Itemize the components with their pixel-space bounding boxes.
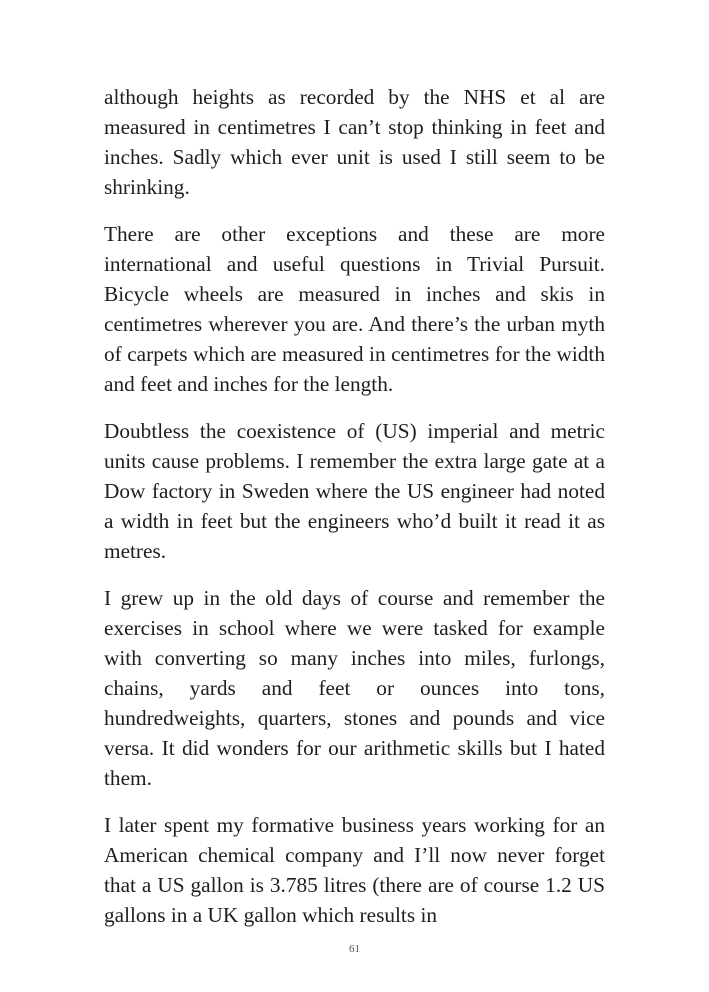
page-number: 61 <box>349 943 360 955</box>
paragraph: I grew up in the old days of course and remember the exercises in school where we were tasked for example with converting so many inches into miles, furlongs, chains, yards and feet or ounces into tons, hundredweights, quarters, stones and pounds and vice versa. It did wonders for our arithmetic skills but I hated them. <box>104 586 605 790</box>
paragraph: I later spent my formative business years working for an American chemical company and I’ll now never forget that a US gallon is 3.785 litres (there are of course 1.2 US gallons in a UK gallon which results in <box>104 813 605 927</box>
paragraph: although heights as recorded by the NHS et al are measured in centimetres I can’t stop thinking in feet and inches. Sadly which ever unit is used I still seem to be shrinking. <box>104 85 605 199</box>
paragraph: There are other exceptions and these are more international and useful questions in Trivial Pursuit. Bicycle wheels are measured in inches and skis in centimetres wherever you are. And there’s the urban myth of carpets which are measured in centimetres for the width and feet and inches for the length. <box>104 222 605 396</box>
body-text <box>104 82 605 947</box>
paragraph: Doubtless the coexistence of (US) imperial and metric units cause problems. I remember the extra large gate at a Dow factory in Sweden where the US engineer had noted a width in feet but the engineers who’d built it read it as metres. <box>104 419 605 563</box>
